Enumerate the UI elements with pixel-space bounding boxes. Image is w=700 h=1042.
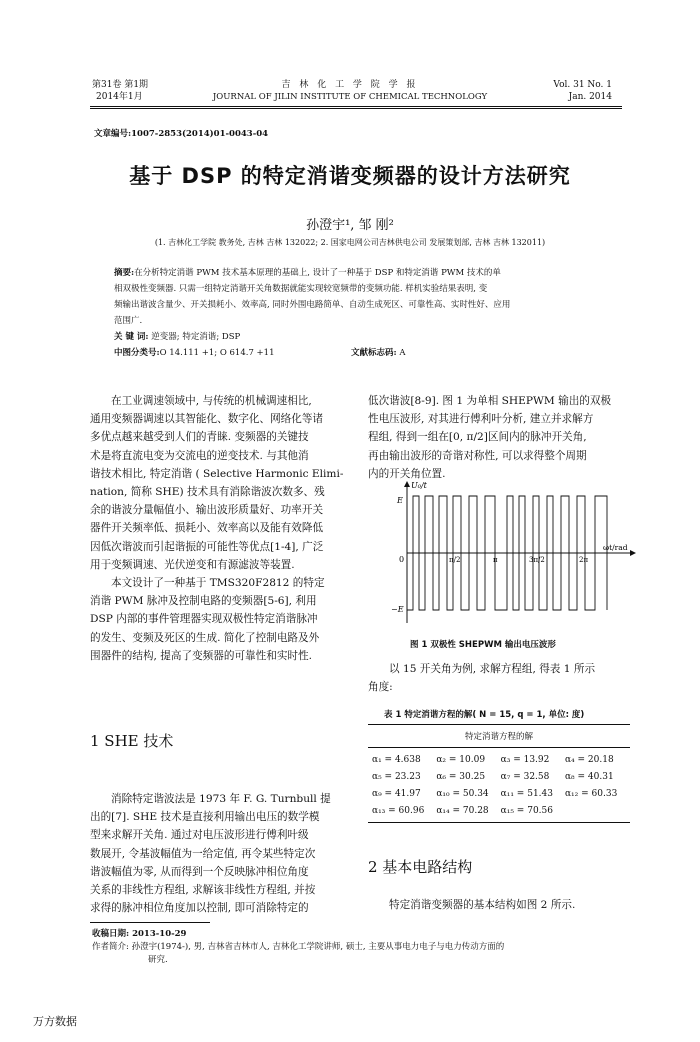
- classification-line: [114, 345, 614, 361]
- table1-mid-rule: [368, 747, 630, 748]
- text-line: 术是将直流电变为交流电的逆变技术. 与其他消: [90, 449, 309, 462]
- abstract-line: 相双极性变频器. 只需一组特定消谐开关角数据就能实现较宽频带的变频功能. 样机实验结果表明, 变: [114, 284, 488, 294]
- header-rule-top: [90, 106, 622, 107]
- text-line: 出的[7]. SHE 技术是直接利用输出电压的数学模: [90, 811, 320, 824]
- table-intro: [368, 660, 630, 696]
- figure1-waveform: [385, 478, 645, 628]
- text-line: nation, 简称 SHE) 技术具有消除谐波次数多、残: [90, 486, 325, 499]
- journal-name-cn: 吉 林 化 工 学 院 学 报: [281, 80, 419, 90]
- header-center: [180, 79, 520, 103]
- table1-bottom-rule: [368, 822, 630, 823]
- text-line: 在工业调速领域中, 与传统的机械调速相比,: [111, 395, 312, 407]
- abstract: [114, 265, 614, 361]
- header-right: [553, 79, 612, 103]
- affiliation: (1. 吉林化工学院 教务处, 吉林 吉林 132022; 2. 国家电网公司吉林供电公司 发展策划部, 吉林 吉林 132011): [154, 238, 546, 247]
- table-cell: α₁₀ = 50.34: [436, 788, 489, 799]
- text-line: 通用变频器调速以其智能化、数字化、网络化等诸: [90, 413, 324, 426]
- tick-label: 2π: [579, 556, 589, 564]
- table-cell: α₈ = 40.31: [564, 771, 614, 782]
- table-cell: α₁₁ = 51.43: [500, 788, 553, 799]
- doc-code: A: [399, 348, 406, 358]
- text-line: 的发生、变频及死区的生成. 简化了控制电路及外: [90, 631, 320, 644]
- footnote-rule: [90, 922, 210, 923]
- text-line: DSP 内部的事件管理器实现双极性特定消谐脉冲: [90, 613, 318, 626]
- text-line: 求得的脉冲相位角度加以控制, 即可消除特定的: [90, 902, 309, 915]
- table-cell: α₁₅ = 70.56: [500, 805, 553, 816]
- text-line: 因低次谐波而引起谐振的可能性等优点[1-4], 广泛: [90, 540, 324, 553]
- text-line: 器件开关频率低、损耗小、效率高以及能有效降低: [90, 522, 324, 535]
- header-rule-bottom: [90, 108, 622, 109]
- text-line: 程组, 得到一组在[0, π/2]区间内的脉冲开关角,: [368, 431, 587, 444]
- neg-e-label: −E: [391, 605, 404, 614]
- text-line: 型来求解开关角. 通过对电压波形进行傅利叶级: [90, 829, 309, 842]
- text-line: 以 15 开关角为例, 求解方程组, 得表 1 所示: [389, 663, 596, 675]
- right-paragraph: [368, 392, 630, 483]
- table-cell: α₁₄ = 70.28: [436, 805, 489, 816]
- footnote-author-cont: 研究.: [148, 955, 168, 965]
- text-line: 围器件的结构, 提高了变频器的可靠性和实时性.: [90, 649, 312, 662]
- table1-caption: 表 1 特定消谐方程的解( N = 15, q = 1, 单位: 度): [384, 710, 585, 720]
- text-line: 谐波幅值为零, 从而得到一个反映脉冲相位角度: [90, 865, 309, 878]
- text-line: 消除特定谐波法是 1973 年 F. G. Turnbull 提: [111, 793, 331, 805]
- text-line: 内的开关角位置.: [368, 467, 446, 480]
- table-row: [366, 768, 623, 785]
- table-cell: α₉ = 41.97: [372, 788, 421, 799]
- abstract-line: 频输出谐波含量少、开关损耗小、效率高, 同时外围电路简单、自动生成死区、可靠性高、实时性好、应用: [114, 300, 511, 310]
- section1-heading: 1 SHE 技术: [90, 732, 174, 750]
- abstract-line: [114, 265, 614, 281]
- footnote-author: 作者简介: 孙澄宇(1974-), 男, 吉林省吉林市人, 吉林化工学院讲师, 硕士, 主要从事电力电子与电力传动方面的: [92, 942, 505, 952]
- volume-issue: 第31卷 第1期: [92, 80, 149, 90]
- tick-label: π: [493, 556, 498, 564]
- table-cell: α₁₃ = 60.96: [372, 805, 425, 816]
- keywords-label: 关 键 词:: [114, 332, 149, 342]
- x-axis-label: ωt/rad: [603, 543, 628, 552]
- volume-en: Vol. 31 No. 1: [553, 80, 612, 90]
- abstract-line: 范围广.: [114, 316, 143, 326]
- table1-top-rule: [368, 724, 630, 725]
- table-row: [366, 751, 623, 768]
- paper-title: 基于 DSP 的特定消谐变频器的设计方法研究: [129, 164, 571, 188]
- table-cell: α₁ = 4.638: [372, 754, 421, 765]
- text-line: 消谐 PWM 脉冲及控制电路的变频器[5-6], 利用: [90, 595, 317, 608]
- text-line: 数展开, 令基波幅值为一给定值, 再令某些特定次: [90, 847, 316, 860]
- text-line: 角度:: [368, 681, 393, 694]
- journal-name-en: JOURNAL OF JILIN INSTITUTE OF CHEMICAL TECHNOLOGY: [212, 92, 488, 102]
- abstract-text: 在分析特定消谐 PWM 技术基本原理的基础上, 设计了一种基于 DSP 和特定消谐 PWM 技术的单: [134, 268, 501, 278]
- section1-paragraph: [90, 790, 347, 917]
- table-row: [366, 802, 623, 819]
- text-line: 余的谐波分量幅值小、输出波形质量好、功率开关: [90, 504, 324, 517]
- y-axis-label: U₀/t: [411, 481, 427, 490]
- text-line: 性电压波形, 对其进行傅利叶分析, 建立并求解方: [368, 413, 594, 426]
- table-cell: α₁₂ = 60.33: [564, 788, 618, 799]
- publish-date: 2014年1月: [96, 92, 143, 102]
- clc-code: O 14.111 +1; O 614.7 +11: [159, 348, 275, 358]
- figure1-caption: 图 1 双极性 SHEPWM 输出电压波形: [410, 640, 556, 650]
- intro-paragraphs: [90, 392, 347, 665]
- authors: 孙澄宇¹, 邹 刚²: [306, 218, 394, 233]
- table1-header: 特定消谐方程的解: [464, 732, 533, 742]
- clc-label: 中图分类号:: [114, 348, 160, 358]
- text-line: 多优点越来越受到人们的青睐. 变频器的关键技: [90, 431, 309, 444]
- tick-label: π/2: [449, 556, 461, 564]
- text-line: 谐技术相比, 特定消谐 ( Selective Harmonic Elimi-: [90, 467, 344, 480]
- table-cell: α₂ = 10.09: [436, 754, 486, 765]
- text-line: 用于变频调速、光伏逆变和有源滤波等装置.: [90, 558, 295, 571]
- abstract-label: 摘要:: [114, 268, 135, 278]
- footnote-received: 收稿日期: 2013-10-29: [92, 929, 187, 939]
- section2-heading: 2 基本电路结构: [368, 858, 473, 876]
- table-row: [366, 785, 623, 802]
- article-number: 文章编号:1007-2853(2014)01-0043-04: [94, 129, 269, 139]
- text-line: 再由输出波形的奇谐对称性, 可以求得整个周期: [368, 449, 587, 462]
- table1: [366, 751, 623, 819]
- table-cell: α₆ = 30.25: [436, 771, 486, 782]
- tick-label: 3π/2: [529, 556, 545, 564]
- text-line: 低次谐波[8-9]. 图 1 为单相 SHEPWM 输出的双极: [368, 395, 612, 407]
- date-en: Jan. 2014: [568, 92, 612, 102]
- keywords: 逆变器; 特定消谐; DSP: [151, 332, 241, 342]
- table-cell: α₇ = 32.58: [500, 771, 550, 782]
- table-cell: [559, 802, 623, 819]
- e-label: E: [397, 496, 403, 505]
- table-cell: α₃ = 13.92: [500, 754, 550, 765]
- section2-paragraph: 特定消谐变频器的基本结构如图 2 所示.: [389, 899, 576, 911]
- table-cell: α₄ = 20.18: [564, 754, 614, 765]
- table-cell: α₅ = 23.23: [372, 771, 421, 782]
- origin-label: 0: [399, 555, 405, 564]
- doc-code-group: [351, 345, 405, 361]
- keywords-line: [114, 329, 614, 345]
- watermark: 万方数据: [33, 1015, 77, 1028]
- header-left: [92, 79, 148, 103]
- text-line: 关系的非线性方程组, 求解该非线性方程组, 并按: [90, 884, 316, 897]
- text-line: 本文设计了一种基于 TMS320F2812 的特定: [111, 577, 325, 590]
- doc-code-label: 文献标志码:: [351, 348, 397, 358]
